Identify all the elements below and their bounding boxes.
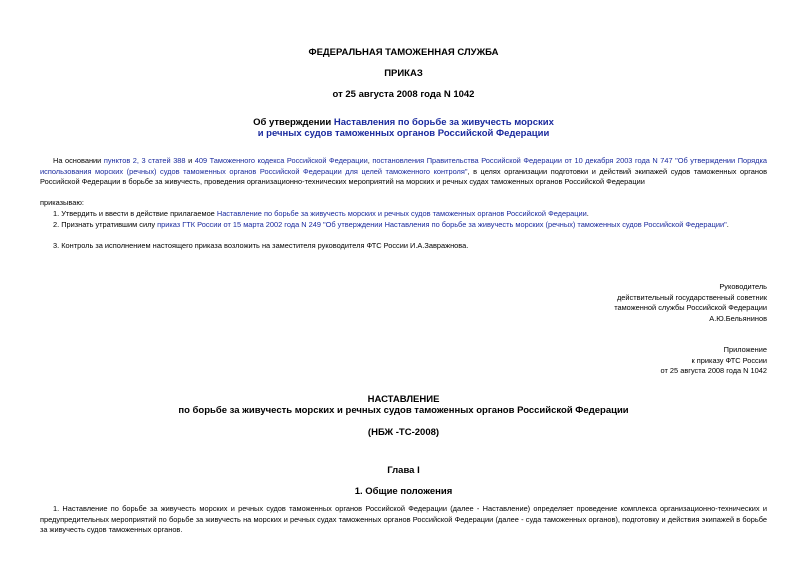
item2-text: 2. Признать утратившим силу [53, 220, 158, 229]
doc-title-link-line2[interactable]: и речных судов таможенных органов Российской Федерации [257, 128, 550, 139]
doc-type-heading: ПРИКАЗ [384, 68, 423, 79]
appendix-line1: Приложение [723, 345, 767, 354]
item2-link[interactable]: приказ ГТК России от 15 марта 2002 года N 249 "Об утверждении Наставления по борьбе за живучесть морских (речных) таможенных судов Российской Федерации" [157, 220, 727, 229]
section-heading: 1. Общие положения [354, 486, 453, 497]
appendix-block [661, 345, 767, 377]
order-item-2 [53, 220, 767, 231]
item1-end: . [586, 209, 589, 218]
chapter-heading: Глава I [387, 465, 420, 476]
item1-link[interactable]: Наставление по борьбе за живучесть морских и речных судов таможенных органов Российской Федерации [216, 209, 587, 218]
preamble-link-resolution[interactable]: постановления Правительства Российской Федерации от 10 декабря 2003 года N 747 "Об утверждении Порядка использования морских (речных) судов таможенных органов Российской Федерации для целей таможенного контроля" [40, 156, 767, 176]
preamble-paragraph [40, 156, 767, 188]
signature-name: А.Ю.Бельянинов [709, 313, 767, 323]
signature-line3: таможенной службы Российской Федерации [614, 303, 767, 313]
manual-subtitle: по борьбе за живучесть морских и речных судов таможенных органов Российской Федерации [178, 405, 629, 416]
preamble-link-code[interactable]: 409 Таможенного кодекса Российской Федерации [194, 156, 368, 165]
order-word: приказываю: [40, 198, 84, 207]
doc-date-number: от 25 августа 2008 года N 1042 [332, 89, 475, 100]
preamble-and: и [185, 156, 195, 165]
order-item-3: 3. Контроль за исполнением настоящего приказа возложить на заместителя руководителя ФТС России И.А.Завражнова. [53, 241, 469, 250]
item1-text: 1. Утвердить и ввести в действие прилагаемое [53, 209, 217, 218]
signature-block [614, 282, 767, 324]
order-item-1 [53, 209, 767, 220]
manual-paragraph-1: 1. Наставление по борьбе за живучесть морских и речных судов таможенных органов Российской Федерации (далее - Наставление) определяет проведение комплекса организационно-технических и предупредительных мероприятий по борьбе за живучесть на морских и речных судах таможенных органов Российской Федерации (далее - суда таможенных органов), подготовку и действия экипажей в борьбе за живучесть судов таможенных органов. [40, 504, 767, 535]
doc-title [0, 117, 807, 139]
item2-end: . [726, 220, 729, 229]
appendix-line3: от 25 августа 2008 года N 1042 [660, 366, 767, 376]
manual-code: (НБЖ -ТС-2008) [367, 427, 440, 438]
preamble-start: На основании [53, 156, 104, 165]
appendix-line2: к приказу ФТС России [691, 355, 767, 365]
preamble-end: , в целях организации подготовки и действий экипажей судов таможенных органов Российской Федерации в борьбе за живучесть, проведения организационно-технических мероприятий на морских и речных судах таможенных органов Российской Федерации [40, 166, 768, 187]
doc-title-link-line1[interactable]: Наставления по борьбе за живучесть морских [333, 117, 554, 128]
signature-line1: Руководитель [719, 282, 767, 291]
manual-title: НАСТАВЛЕНИЕ [367, 394, 440, 405]
preamble-link-articles[interactable]: пунктов 2, 3 статей 388 [103, 156, 186, 165]
signature-line2: действительный государственный советник [616, 292, 767, 302]
agency-heading: ФЕДЕРАЛЬНАЯ ТАМОЖЕННАЯ СЛУЖБА [308, 47, 499, 58]
doc-title-prefix: Об утверждении [253, 117, 334, 128]
preamble-comma: , [367, 156, 373, 165]
